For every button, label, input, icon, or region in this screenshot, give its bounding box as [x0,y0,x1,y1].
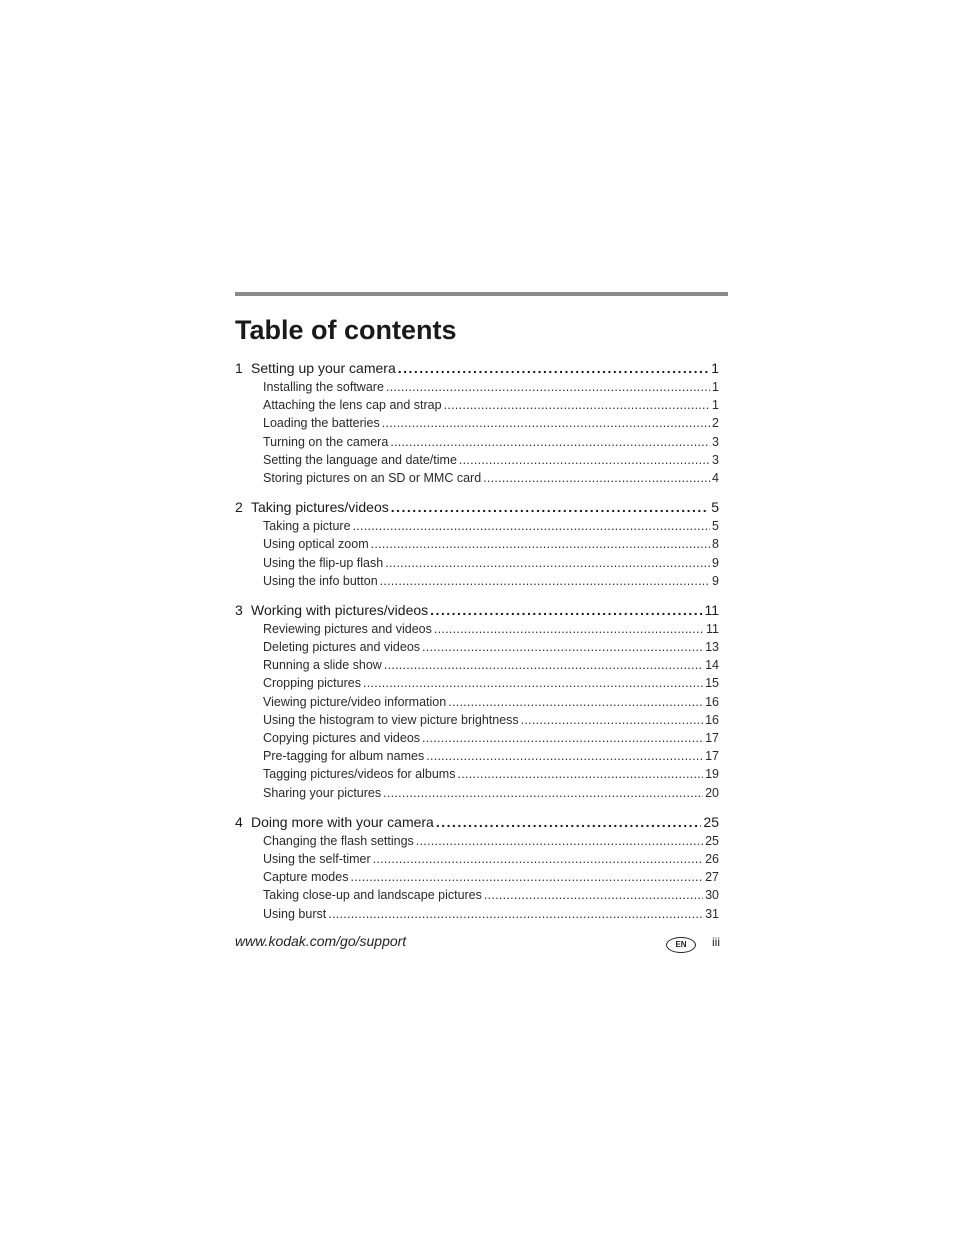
toc-entry-page: 1 [712,398,719,413]
toc-leader-dots [391,498,709,517]
toc-entry-page: 26 [705,851,719,866]
toc-entry-row[interactable] [235,451,719,469]
toc-entry-row[interactable] [235,784,719,802]
toc-entry-page: 14 [705,658,719,673]
toc-leader-dots [390,433,710,451]
toc-chapter-page: 1 [711,360,719,376]
toc-leader-dots [386,378,710,396]
toc-chapter-row[interactable] [235,359,719,378]
toc-entry-page: 8 [712,537,719,552]
toc-leader-dots [422,729,703,747]
toc-chapter-page: 5 [711,499,719,516]
toc-chapter-number: 1 [235,360,243,376]
toc-chapter-heading [235,359,396,378]
toc-entry-title: Reviewing pictures and videos [263,621,432,636]
toc-entry-page: 27 [705,870,719,885]
toc-entry-page: 9 [712,555,719,570]
toc-leader-dots [371,535,710,553]
toc-chapter-page: 25 [703,813,719,830]
toc-entry-row[interactable] [235,765,719,783]
toc-entry-row[interactable] [235,729,719,747]
toc-leader-dots [422,638,703,656]
toc-entry-row[interactable] [235,469,719,487]
toc-leader-dots [384,656,703,674]
toc-entry-page: 25 [705,833,719,848]
toc-leader-dots [398,359,709,378]
toc-leader-dots [434,620,704,638]
toc-entry-title: Viewing picture/video information [263,694,447,709]
toc-entry-page: 13 [705,640,719,655]
toc-entry-page: 1 [712,380,719,394]
toc-entry-row[interactable] [235,711,719,729]
toc-entry-page: 9 [712,573,719,588]
toc-entry-title: Using the histogram to view picture brightness [263,712,519,727]
toc-entry-title: Using the flip-up flash [263,555,384,570]
toc-leader-dots [448,693,703,711]
toc-entry-title: Sharing your pictures [263,785,382,800]
support-url-link[interactable]: www.kodak.com/go/support [235,933,407,949]
toc-entry-title: Using the self-timer [263,851,371,866]
table-of-contents [235,359,719,934]
toc-leader-dots [459,451,710,469]
toc-entry-page: 15 [705,676,719,691]
toc-entry-row[interactable] [235,638,719,656]
toc-entry-title: Using optical zoom [263,537,369,552]
toc-leader-dots [521,711,703,729]
toc-leader-dots [457,765,703,783]
toc-chapter-row[interactable] [235,813,719,832]
toc-leader-dots [350,868,703,886]
toc-leader-dots [385,554,710,572]
toc-chapter-title: Setting up your camera [251,360,396,376]
toc-entry-title: Storing pictures on an SD or MMC card [263,470,482,485]
toc-entry-row[interactable] [235,868,719,886]
toc-entry-title: Deleting pictures and videos [263,640,421,655]
toc-entry-title: Loading the batteries [263,416,380,431]
toc-entry-title: Using burst [263,906,327,921]
toc-chapter [235,498,719,590]
toc-entry-page: 31 [705,906,719,921]
toc-leader-dots [380,572,710,590]
toc-leader-dots [353,517,710,535]
toc-entry-title: Tagging pictures/videos for albums [263,767,456,782]
toc-entry-row[interactable] [235,905,719,923]
toc-entry-row[interactable] [235,674,719,692]
toc-leader-dots [382,414,710,432]
toc-entry-row[interactable] [235,433,719,451]
toc-entry-row[interactable] [235,554,719,572]
toc-entry-row[interactable] [235,414,719,432]
page-title: Table of contents [235,315,457,345]
toc-entry-page: 20 [705,785,719,800]
toc-leader-dots [383,784,703,802]
toc-entry-row[interactable] [235,850,719,868]
toc-entry-page: 17 [705,749,719,764]
toc-chapter-heading [235,498,389,517]
toc-entry-page: 11 [706,621,719,636]
toc-leader-dots [328,905,703,923]
toc-entry-title: Using the info button [263,573,378,588]
toc-entry-title: Setting the language and date/time [263,452,457,467]
toc-entry-page: 5 [712,519,719,534]
toc-chapter-number: 4 [235,813,243,830]
toc-entry-row[interactable] [235,747,719,765]
toc-chapter-page: 11 [704,601,719,618]
toc-chapter-title: Taking pictures/videos [251,499,389,516]
toc-entry-page: 2 [712,416,719,431]
toc-chapter-title: Working with pictures/videos [251,601,429,618]
toc-entry-title: Taking a picture [263,519,351,534]
toc-entry-title: Attaching the lens cap and strap [263,398,442,413]
toc-chapter-number: 3 [235,601,243,618]
toc-entry-page: 16 [705,694,719,709]
toc-entry-title: Cropping pictures [263,676,361,691]
toc-leader-dots [363,674,703,692]
toc-chapter-row[interactable] [235,498,719,517]
toc-chapter-heading [235,601,428,620]
toc-leader-dots [444,396,710,414]
toc-entry-title: Copying pictures and videos [263,731,421,745]
toc-leader-dots [373,850,703,868]
toc-entry-row[interactable] [235,517,719,535]
toc-entry-row[interactable] [235,693,719,711]
toc-entry-page: 17 [705,731,719,745]
toc-entry-page: 19 [705,767,719,782]
toc-entry-page: 30 [705,888,719,903]
toc-leader-dots [436,813,702,832]
toc-entry-title: Pre-tagging for album names [263,749,425,764]
toc-entry-title: Turning on the camera [263,434,389,449]
toc-entry-title: Taking close-up and landscape pictures [263,888,482,903]
toc-entry-row[interactable] [235,535,719,553]
toc-entry-row[interactable] [235,378,719,396]
toc-chapter [235,601,719,802]
toc-entry-title: Capture modes [263,870,349,885]
language-badge: EN [666,937,696,953]
page-number: iii [712,935,720,949]
toc-chapter-number: 2 [235,499,243,516]
toc-leader-dots [484,886,703,904]
toc-entry-page: 16 [705,712,719,727]
toc-entry-page: 3 [712,434,719,449]
toc-entry-title: Changing the flash settings [263,833,414,848]
toc-entry-row[interactable] [235,656,719,674]
toc-chapter [235,813,719,923]
toc-leader-dots [426,747,703,765]
toc-leader-dots [483,469,710,487]
toc-entry-title: Installing the software [263,380,384,394]
toc-chapter-title: Doing more with your camera [251,813,434,830]
toc-entry-page: 3 [712,452,719,467]
toc-entry-page: 4 [712,470,719,485]
toc-entry-row[interactable] [235,886,719,904]
toc-chapter [235,359,719,487]
toc-chapter-heading [235,813,434,832]
toc-entry-row[interactable] [235,832,719,850]
header-rule [235,292,728,296]
toc-entry-row[interactable] [235,620,719,638]
toc-entry-title: Running a slide show [263,658,382,673]
toc-leader-dots [416,832,703,850]
toc-entry-row[interactable] [235,572,719,590]
toc-chapter-row[interactable] [235,601,719,620]
toc-leader-dots [430,601,702,620]
toc-entry-row[interactable] [235,396,719,414]
